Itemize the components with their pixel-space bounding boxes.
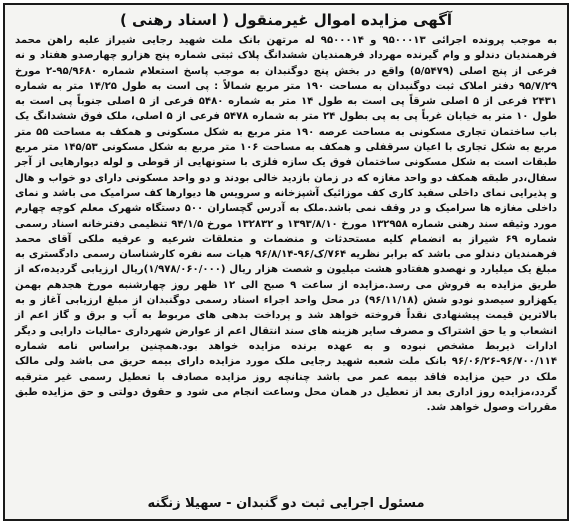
auction-notice: [3, 3, 569, 521]
notice-body: به موجب پرونده اجرائی ۹۵۰۰۰۱۳ و ۹۵۰۰۰۱۴ له مرتهن بانک ملت شهید رجایی شیراز علیه راهن محمد فرهمندیان دندلو و وام گیرنده مهرداد فرهمندیان ششدانگ پلاک ثبتی شماره پنج هزارو چهارصدو هفتاد و نه فرعی از پنج اصلی (۵/۵۴۷۹) واقع در بخش پنج دوگنبدان به موجب پاسخ استعلام شماره ۹۵/۹۶۸۰-۲ مورخ ۹۵/۷/۲۹ دفتر املاک ثبت دوگنبدان به مساحت ۱۹۰ متر مربع شمالاً : پی است به طول ۱۴/۲۵ متر به شماره ۲۴۳۱ فرعی از ۵ اصلی شرقاً پی است به طول ۱۴ متر به شماره ۵۴۸۰ فرعی از ۵ اصلی جنوباً پی است به طول ۱۰ متر به خیابان غرباً پی به پی بطول ۲۴ متر به شماره ۵۴۷۸ فرعی از ۵ اصلی، ملک فوق ششدانگ یک باب ساختمان تجاری مسکونی به مساحت عرصه ۱۹۰ متر مربع به شکل مسکونی و همکف به مساحت ۵۵ متر مربع به شکل تجاری با اعیان سرقفلی و همکف به مساحت ۱۰۶ متر مربع به شکل مسکونی ۱۴۵/۵۳ متر مربع طبقات است به شکل مسکونی ساختمان فوق یک سازه فلزی با ستونهایی از قوطی و لوله دیوارهایی از آجر سفال،در طبقه همکف دو واحد مغازه که در زمان بازدید خالی بودند و دو واحد مسکونی دارای دو خواب و هال و پذیرایی نمای داخلی سفید کاری کف موزائیک آشپزخانه و سرویس ها دیوارها کف سرامیک می باشد و نمای داخلی مغازه ها سرامیک و در وقف نمی باشد.ملک به آدرس گچساران ۵۰۰ دستگاه شهرک معلم کوچه چهارم مورد وثیقه سند رهنی شماره ۱۳۲۹۵۸ مورخ ۱۳۹۳/۸/۱۰ و ۱۳۲۸۳۲ مورخ ۹۴/۱/۵ تنظیمی دفترخانه اسناد رسمی شماره ۶۹ شیراز به انضمام کلیه مستحدثات و منضمات و متعلقات شرعیه و عرفیه ملکی آقای محمد فرهمندیان دندلو می باشد که برابر نظریه ۷۶۴/ک/۹۶-۹۶/۸/۱۴ هیات سه نفره کارشناسان رسمی دادگستری به مبلغ یک میلیارد و نهصدو هفتادو هشت میلیون و شصت هزار ریال (۱/۹۷۸/۰۶۰/۰۰۰)ریال ارزیابی گردیده،که از طریق مزایده به فروش می رسد.مزایده از ساعت ۹ صبح الی ۱۲ ظهر روز چهارشنبه مورخ هجدهم بهمن یکهزارو سیصدو نودو شش (۹۶/۱۱/۱۸) در محل واحد اجراء اسناد رسمی دوگنبدان از مبلغ ارزیابی آغاز و به بالاترین قیمت پیشنهادی نقداً فروخته خواهد شد و پرداخت بدهی های مربوط به آب و برق و گاز اعم از انشعاب و یا حق اشتراک و مصرف سایر هزینه های سند انتقال اعم از عوارض شهرداری -مالیات دارایی و دیگر ادارات ذیربط مشخص نبوده و به عهده برنده مزایده خواهد بود.همچنین براساس نامه شماره ۹۶/۷۰۰/۱۱۴-۹۶/۰۶/۲۶ بانک ملت شعبه شهید رجایی ملک مورد مزایده دارای بیمه حریق می باشد ولی مالک ملک در حین مزایده فاقد بیمه عمر می باشد چنانچه روز مزایده مصادف با تعطیل رسمی غیر مترقبه گردد،مزایده روز اداری بعد از تعطیل در همان محل وساعت انجام می شود و حقوق دولتی و حق مزایده طبق مقررات وصول خواهد شد.: [15, 35, 558, 414]
notice-title: آگهی مزایده اموال غیرمنقول ( اسناد رهنی ): [119, 11, 453, 29]
notice-signature: مسئول اجرایی ثبت دو گنبدان - سهیلا زنگنه: [147, 496, 425, 511]
